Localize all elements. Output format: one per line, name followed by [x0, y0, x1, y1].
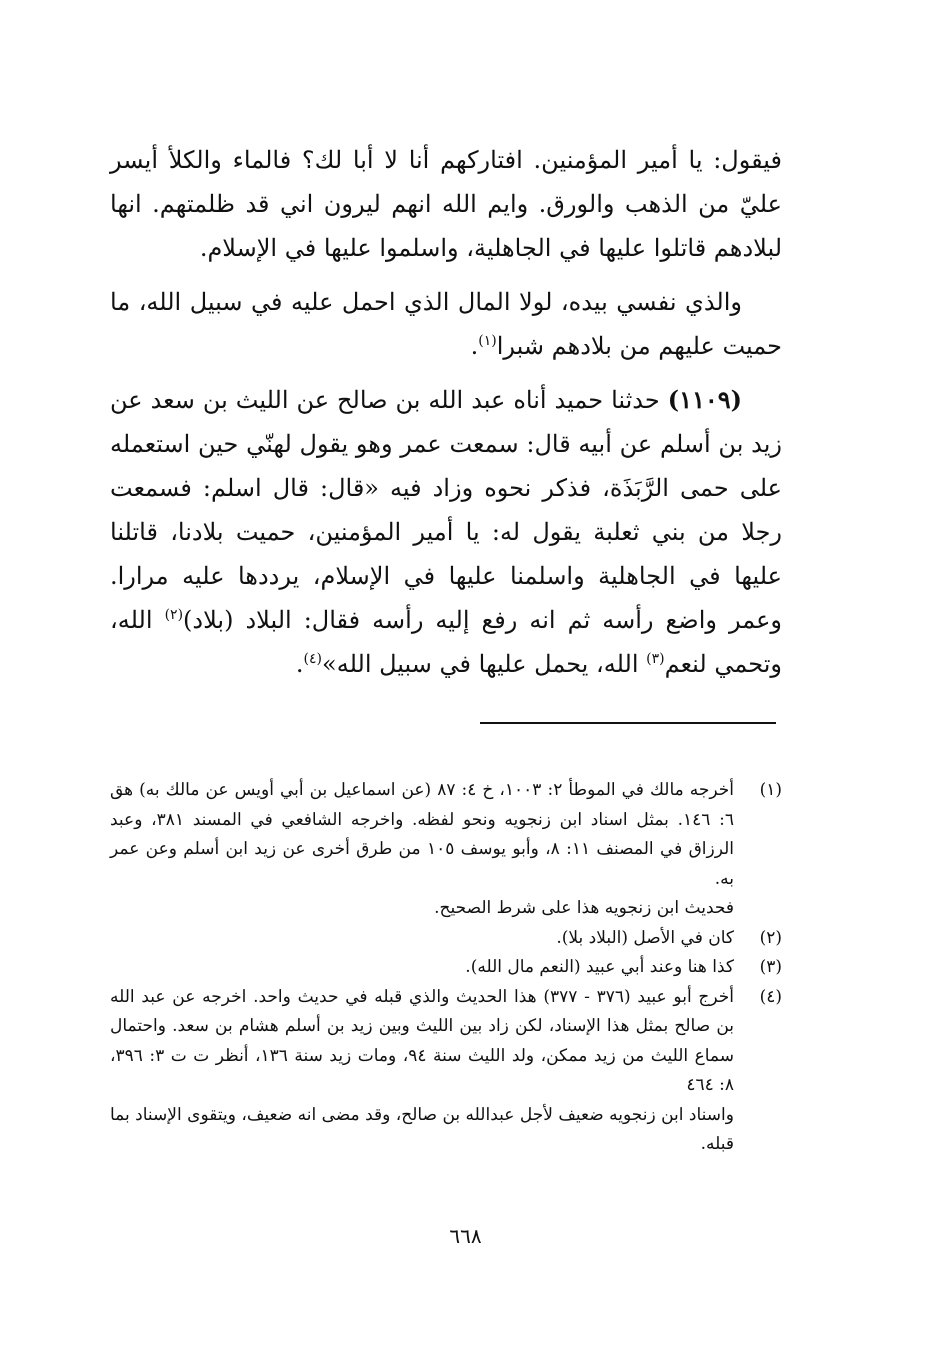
paragraph-2-end: . [470, 332, 479, 360]
paragraph-2 [110, 280, 782, 368]
footnote-1 [110, 776, 782, 924]
footnote-body [110, 983, 734, 1160]
footnotes [110, 776, 782, 1160]
footnote-number: (١) [759, 780, 782, 800]
page-number: ٦٦٨ [449, 1224, 482, 1248]
footnote-line: واسناد ابن زنجويه ضعيف لأجل عبدالله بن صالح، وقد مضى انه ضعيف، ويتقوى الإسناد بما قبله. [110, 1104, 734, 1154]
paragraph-3-text-a: حدثنا حميد أناه عبد الله بن صالح عن الليث بن سعد عن زيد بن أسلم عن أبيه قال: سمعت عمر وهو يقول لهنّي حين استعمله على حمى الرَّبَذَة، فذكر نحوه وزاد فيه «قال: قال اسلم: فسمعت رجلا من بني ثعلبة يقول له: يا أمير المؤمنين، حميت بلادنا، قاتلنا عليها في الجاهلية واسلمنا عليها في الإسلام، يرددها عليه مرارا. وعمر واضع رأسه ثم انه رفع إليه رأسه فقال: البلاد (بلاد) [110, 386, 782, 634]
footnote-number: (٢) [759, 927, 782, 948]
footnote-number: (٣) [759, 957, 782, 977]
footnote-divider [480, 722, 776, 724]
footnote-line: كذا هنا وعند أبي عبيد (النعم مال الله). [465, 957, 734, 977]
footnote-ref-3[interactable]: (٣) [646, 651, 665, 667]
main-text [110, 138, 782, 696]
footnote-body [110, 924, 734, 954]
paragraph-2-text: والذي نفسي بيده، لولا المال الذي احمل عليه في سبيل الله، ما حميت عليهم من بلادهم شبرا [110, 288, 782, 360]
footnote-line: أخرج أبو عبيد (٣٧٦ - ٣٧٧) هذا الحديث والذي قبله في حديث واحد. اخرجه عن عبد الله بن صالح بمثل هذا الإسناد، لكن زاد بين الليث وبين زيد بن أسلم هشام بن سعد. واحتمال سماع الليث من زيد ممكن، ولد الليث سنة ٩٤، ومات زيد سنة ١٣٦، أنظر ت ت ٣: ٣٩٦، ٨: ٤٦٤ [110, 986, 734, 1095]
paragraph-3 [110, 378, 782, 686]
footnote-body [110, 776, 734, 924]
paragraph-1: فيقول: يا أمير المؤمنين. افتاركهم أنا لا أبا لك؟ فالماء والكلأ أيسر عليّ من الذهب والورق. وايم الله انهم ليرون اني قد ظلمتهم. انها لبلادهم قاتلوا عليها في الجاهلية، واسلموا عليها في الإسلام. [110, 146, 782, 262]
paragraph-3-end: . [295, 650, 304, 678]
footnote-line: أخرجه مالك في الموطأ ٢: ١٠٠٣، خ ٤: ٨٧ (عن اسماعيل بن أبي أويس عن مالك به) هق ٦: ١٤٦. بمثل اسناد ابن زنجويه ونحو لفظه. واخرجه الشافعي في المسند ٣٨١، وعبد الرزاق في المصنف ١١: ٨، وأبو يوسف ١٠٥ من طرق أخرى عن زيد ابن أسلم وعن عمر به. [110, 780, 734, 889]
footnote-ref-4[interactable]: (٤) [303, 651, 323, 667]
paragraph-3-text-c: الله، يحمل عليها في سبيل الله» [322, 650, 647, 678]
footnote-4 [110, 983, 782, 1160]
footnote-line: فحديث ابن زنجويه هذا على شرط الصحيح. [434, 898, 734, 918]
paragraph-3-text-b: الله، وتحمي لنعم [110, 606, 782, 678]
hadith-number: (١١٠٩) [667, 385, 742, 414]
footnote-ref-2[interactable]: (٢) [164, 607, 184, 623]
footnote-body [110, 953, 734, 983]
footnote-line: كان في الأصل (البلاد بلا). [556, 927, 734, 948]
footnote-3 [110, 953, 782, 983]
footnote-2 [110, 924, 782, 954]
footnote-ref-1[interactable]: (١) [478, 333, 497, 349]
footnote-number: (٤) [759, 986, 782, 1007]
